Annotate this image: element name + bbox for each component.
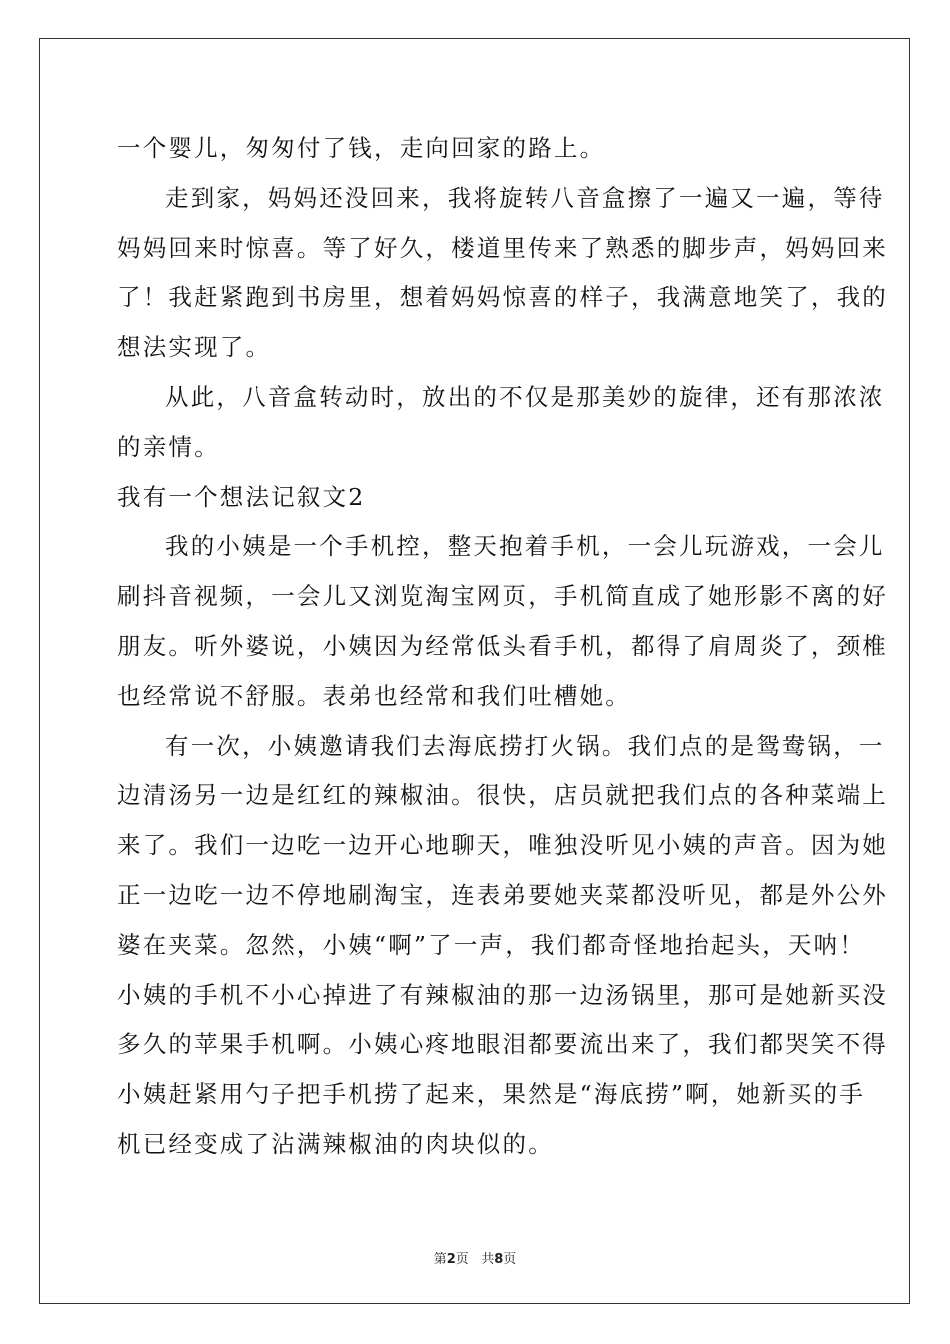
text-line: 边清汤另一边是红红的辣椒油。很快，店员就把我们点的各种菜端上: [117, 781, 888, 810]
text-line: 我有一个想法记叙文2: [117, 482, 366, 511]
text-line: 一个婴儿，匆匆付了钱，走向回家的路上。: [117, 134, 606, 162]
text-line: 正一边吃一边不停地刷淘宝，连表弟要她夹菜都没听见，都是外公外: [117, 880, 888, 909]
text-line: 机已经变成了沾满辣椒油的肉块似的。: [117, 1129, 554, 1158]
text-line: 婆在夹菜。忽然，小姨“啊”了一声，我们都奇怪地抬起头，天呐！: [117, 930, 866, 959]
text-line: 从此，八音盒转动时，放出的不仅是那美妙的旋律，还有那浓浓: [165, 382, 885, 411]
text-line: 妈妈回来时惊喜。等了好久，楼道里传来了熟悉的脚步声，妈妈回来: [117, 233, 888, 262]
text-line: 多久的苹果手机啊。小姨心疼地眼泪都要流出来了，我们都哭笑不得: [117, 1030, 888, 1059]
text-line: 有一次，小姨邀请我们去海底捞打火锅。我们点的是鸳鸯锅，一: [165, 731, 885, 760]
text-line: 想法实现了。: [117, 333, 272, 362]
footer-total-prefix: 共: [481, 1252, 495, 1267]
text-line: 了！我赶紧跑到书房里，想着妈妈惊喜的样子，我满意地笑了，我的: [117, 283, 888, 312]
document-body: [117, 124, 888, 1170]
footer-page-prefix: 第: [433, 1252, 447, 1267]
text-line: 我的小姨是一个手机控，整天抱着手机，一会儿玩游戏，一会儿: [165, 532, 885, 561]
page-footer: [0, 1248, 950, 1267]
text-line: 的亲情。: [117, 432, 220, 461]
text-line: 来了。我们一边吃一边开心地聊天，唯独没听见小姨的声音。因为她: [117, 831, 888, 860]
text-line: 朋友。听外婆说，小姨因为经常低头看手机，都得了肩周炎了，颈椎: [117, 631, 888, 660]
text-line: 小姨的手机不小心掉进了有辣椒油的那一边汤锅里，那可是她新买没: [117, 980, 888, 1009]
text-line: 小姨赶紧用勺子把手机捞了起来，果然是“海底捞”啊，她新买的手: [117, 1080, 866, 1109]
footer-page-suffix: 页: [455, 1252, 469, 1267]
footer-total-suffix: 页: [503, 1252, 517, 1267]
footer-total-pages: 8: [494, 1252, 504, 1267]
footer-page-number: 2: [446, 1252, 456, 1267]
text-line: 刷抖音视频，一会儿又浏览淘宝网页，手机简直成了她形影不离的好: [117, 582, 888, 611]
text-line: 走到家，妈妈还没回来，我将旋转八音盒擦了一遍又一遍，等待: [165, 183, 885, 212]
text-line: 也经常说不舒服。表弟也经常和我们吐槽她。: [117, 681, 631, 710]
